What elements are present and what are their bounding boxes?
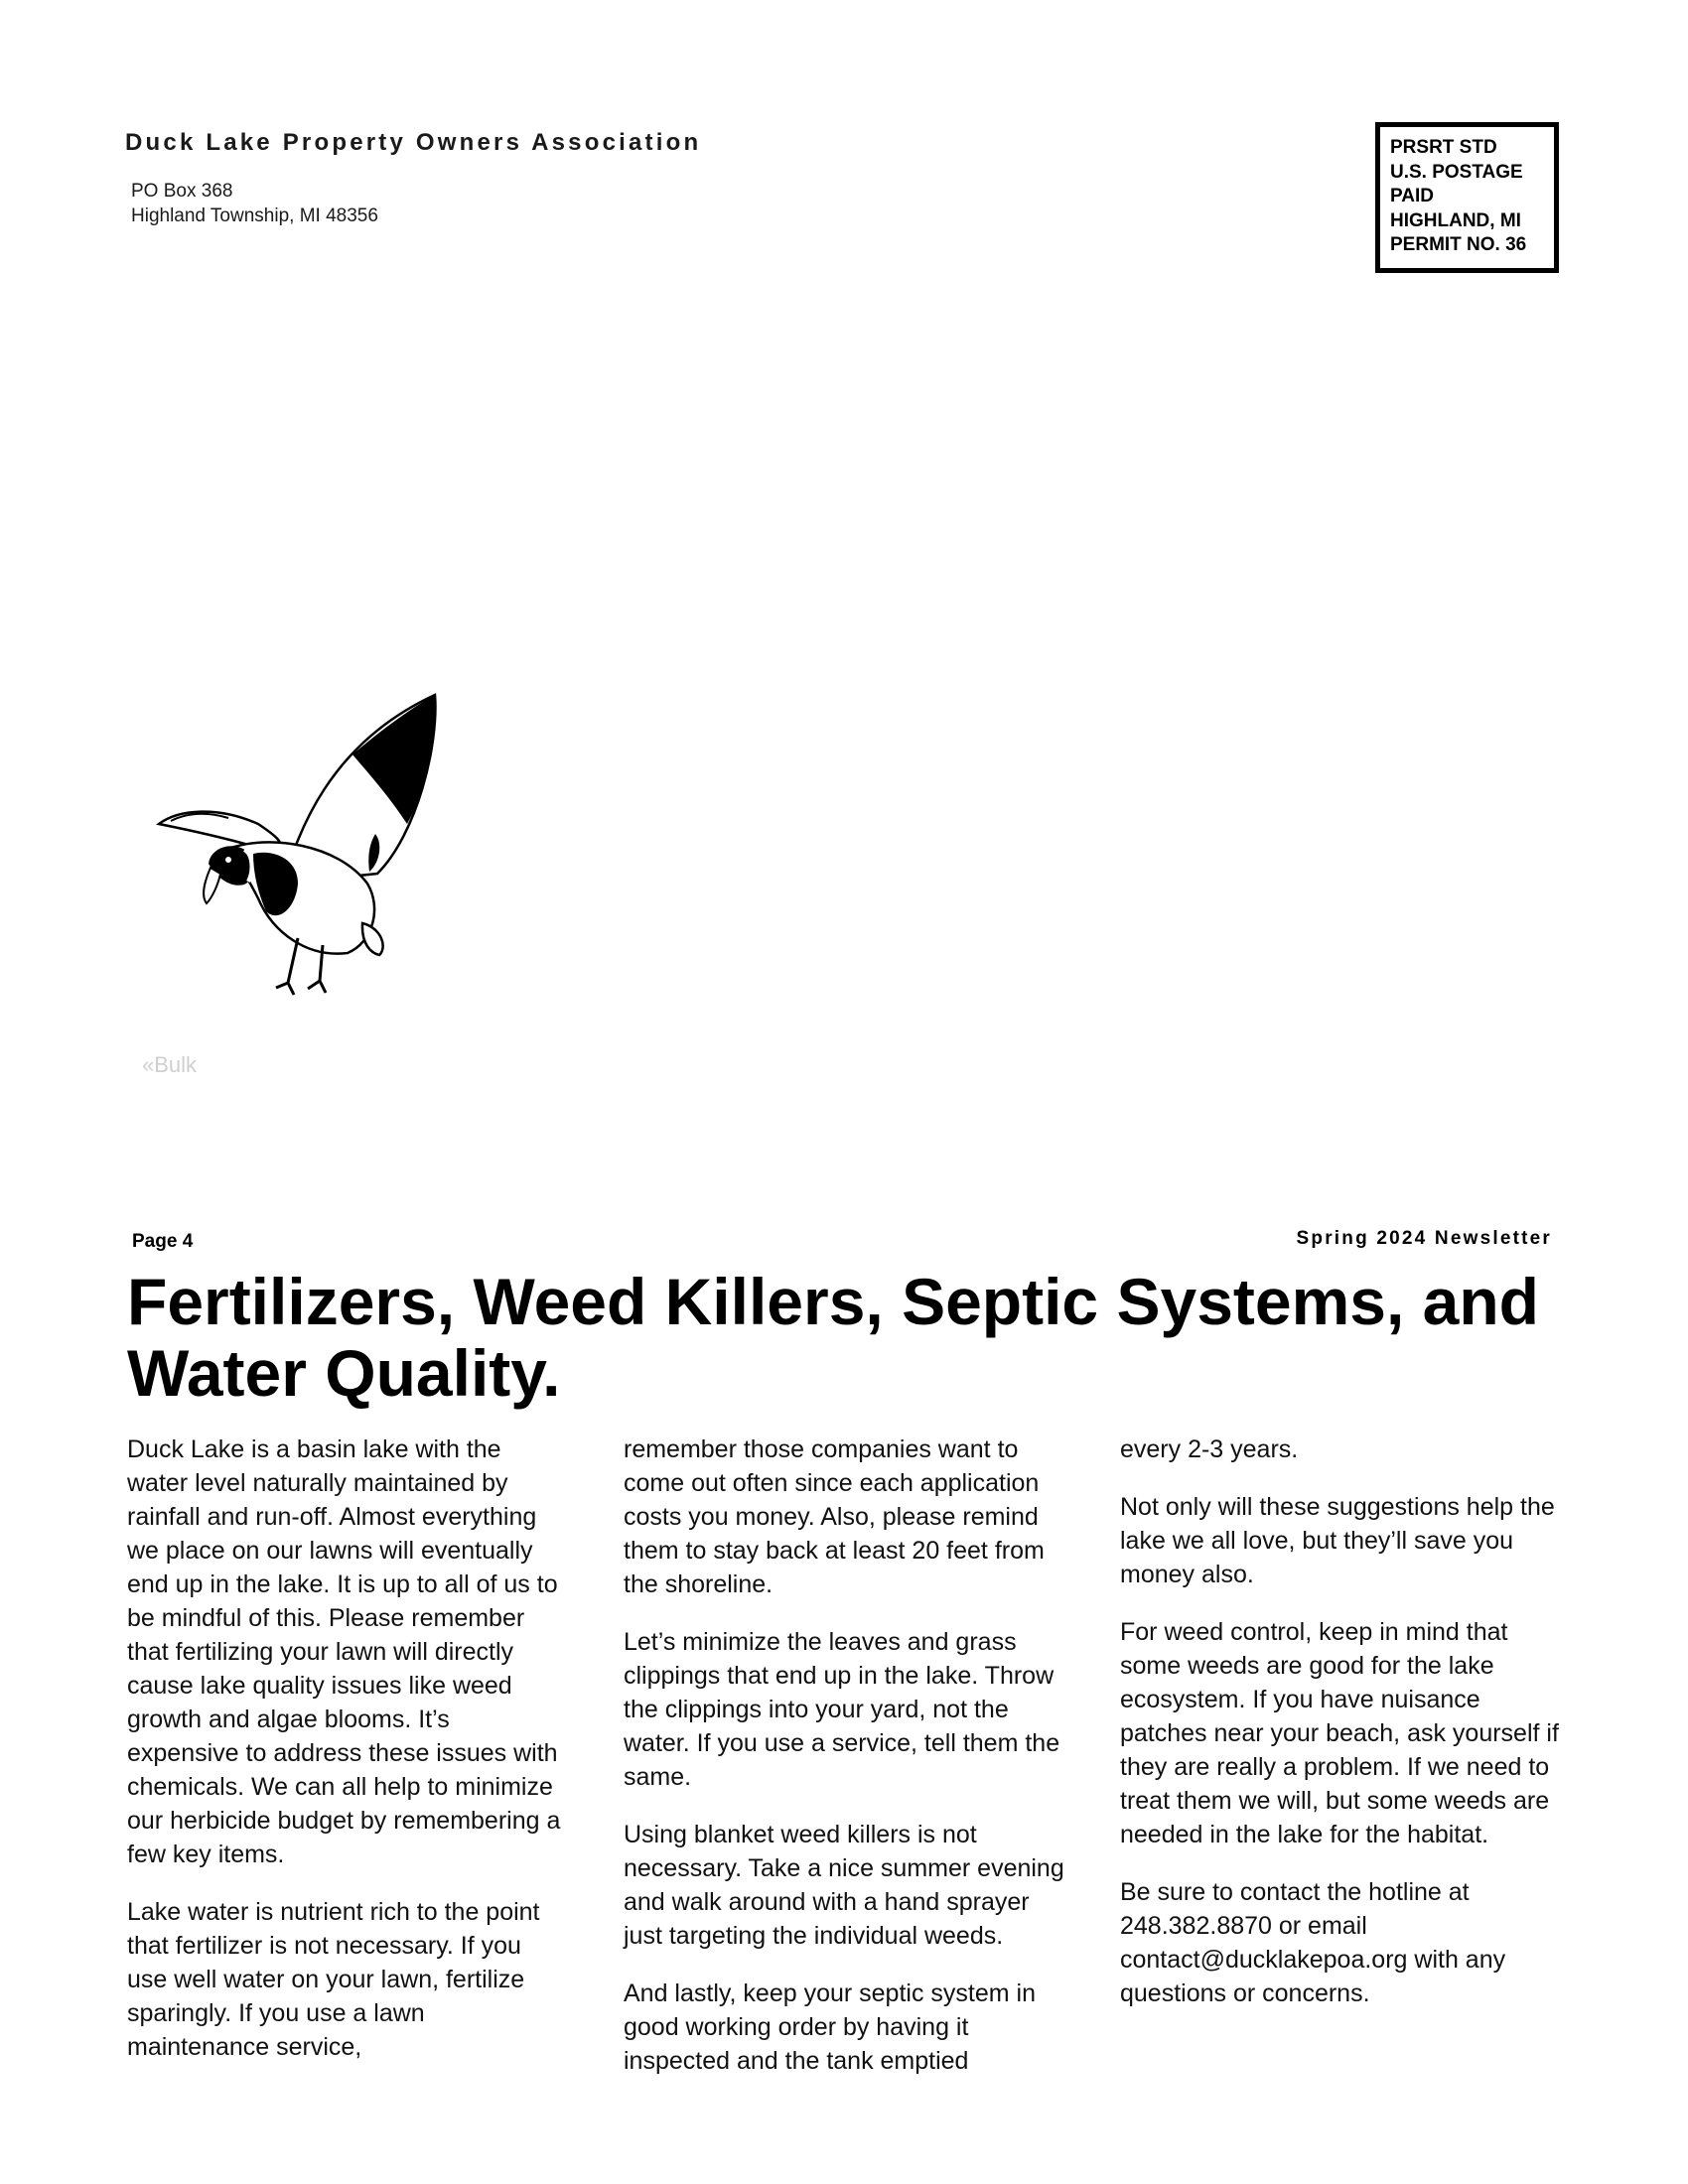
paragraph: remember those companies want to come out often since each application costs you money. Also, please remind them to stay back at least 20 feet from the shoreline. bbox=[624, 1435, 1045, 1598]
indicia-line: PAID bbox=[1390, 186, 1434, 206]
postage-indicia bbox=[1375, 122, 1559, 273]
article-column-2 bbox=[624, 1433, 1070, 2102]
return-address bbox=[131, 179, 378, 228]
paragraph: For weed control, keep in mind that some weeds are good for the lake ecosystem. If you have nuisance patches near your beach, ask yourself if they are really a problem. If we need to treat them we will, but some weeds are needed in the lake for the habitat. bbox=[1120, 1618, 1559, 1848]
article-column-1 bbox=[127, 1433, 564, 2088]
indicia-line: PERMIT NO. 36 bbox=[1390, 234, 1527, 255]
return-address-org-name: Duck Lake Property Owners Association bbox=[125, 129, 702, 156]
address-line-po-box: PO Box 368 bbox=[131, 181, 233, 202]
paragraph: Be sure to contact the hotline at 248.382.8870 or email contact@ducklakepoa.org with any questions or concerns. bbox=[1120, 1878, 1506, 2007]
article-title: Fertilizers, Weed Killers, Septic Systems, and Water Quality. bbox=[127, 1265, 1539, 1410]
bulk-mail-field: «Bulk bbox=[142, 1052, 198, 1077]
paragraph: Duck Lake is a basin lake with the water level naturally maintained by rainfall and run-off. Almost everything we place on our lawns will eventually end up in the lake. It is up to all of us to be mindful of this. Please remember that fertilizing your lawn will directly cause lake quality issues like weed growth and algae blooms. It’s expensive to address these issues with chemicals. We can all help to minimize our herbicide budget by remembering a few key items. bbox=[127, 1435, 561, 1868]
paragraph: Not only will these suggestions help the lake we all love, but they’ll save you money also. bbox=[1120, 1493, 1555, 1588]
paragraph: And lastly, keep your septic system in good working order by having it inspected and the tank emptied bbox=[624, 1979, 1036, 2075]
newsletter-issue: Spring 2024 Newsletter bbox=[1296, 1228, 1552, 1249]
paragraph: Lake water is nutrient rich to the point that fertilizer is not necessary. If you use well water on your lawn, fertilize sparingly. If you use a lawn maintenance service, bbox=[127, 1898, 540, 2061]
address-line-city: Highland Township, MI 48356 bbox=[131, 205, 378, 226]
duck-logo-illustration bbox=[149, 685, 447, 1003]
article-column-3 bbox=[1120, 1433, 1562, 2034]
article-body bbox=[127, 1433, 1557, 2127]
indicia-line: U.S. POSTAGE bbox=[1390, 161, 1523, 183]
page-number: Page 4 bbox=[132, 1231, 194, 1252]
paragraph: Using blanket weed killers is not necessary. Take a nice summer evening and walk around with a hand sprayer just targeting the individual weeds. bbox=[624, 1821, 1064, 1950]
paragraph: Let’s minimize the leaves and grass clippings that end up in the lake. Throw the clippings into your yard, not the water. If you use a service, tell them the same. bbox=[624, 1628, 1060, 1791]
indicia-line: PRSRT STD bbox=[1390, 137, 1497, 158]
indicia-line: HIGHLAND, MI bbox=[1390, 209, 1521, 231]
paragraph: every 2-3 years. bbox=[1120, 1435, 1299, 1463]
